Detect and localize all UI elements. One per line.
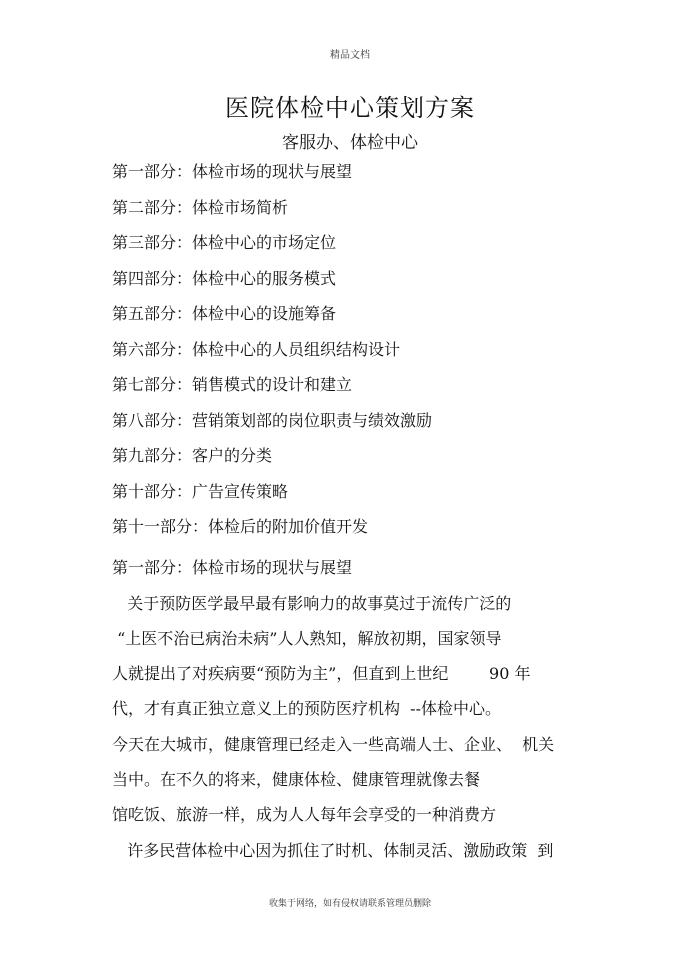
body-paragraph-line: 许多民营体检中心因为抓住了时机、体制灵活、激励政策 到: [112, 841, 554, 860]
toc-item: 第一部分：体检市场的现状与展望: [112, 162, 353, 181]
toc-item: 第四部分：体检中心的服务模式: [112, 268, 337, 288]
body-paragraph-line: 关于预防医学最早最有影响力的故事莫过于流传广泛的: [112, 594, 512, 613]
toc-item: 第三部分：体检中心的市场定位: [112, 233, 337, 252]
body-paragraph-line: 代，才有真正独立意义上的预防医疗机构 --体检中心。: [112, 699, 501, 718]
table-of-contents: [112, 160, 432, 551]
body-paragraph-line: 馆吃饭、旅游一样，成为人人每年会享受的一种消费方: [112, 805, 497, 824]
section-heading: 第一部分：体检市场的现状与展望: [112, 558, 353, 577]
body-paragraph-line: 今天在大城市，健康管理已经走入一些高端人士、企业、 机关: [112, 735, 555, 754]
document-title: 医院体检中心策划方案: [225, 94, 475, 122]
document-subtitle: 客服办、体检中心: [282, 133, 418, 153]
body-paragraph-line: 当中。在不久的将来，健康体检、健康管理就像去餐: [112, 770, 481, 789]
body-paragraph-line: “上医不治已病治未病”人人熟知，解放初期，国家领导: [112, 629, 502, 648]
body-paragraph-line: 人就提出了对疾病要“预防为主”，但直到上世纪 90 年: [112, 664, 531, 683]
toc-item: 第六部分：体检中心的人员组织结构设计: [112, 339, 401, 359]
toc-item: 第十一部分：体检后的附加价值开发: [112, 517, 369, 536]
toc-item: 第九部分：客户的分类: [112, 446, 273, 465]
toc-item: 第二部分：体检市场简析: [112, 197, 289, 217]
page-footer: 收集于网络，如有侵权请联系管理员删除: [268, 899, 431, 909]
toc-item: 第八部分：营销策划部的岗位职责与绩效激励: [112, 410, 433, 430]
toc-item: 第七部分：销售模式的设计和建立: [112, 375, 353, 394]
toc-item: 第十部分：广告宣传策略: [112, 481, 289, 501]
page-header: 精品文档: [330, 50, 370, 61]
toc-item: 第五部分：体检中心的设施筹备: [112, 304, 337, 323]
